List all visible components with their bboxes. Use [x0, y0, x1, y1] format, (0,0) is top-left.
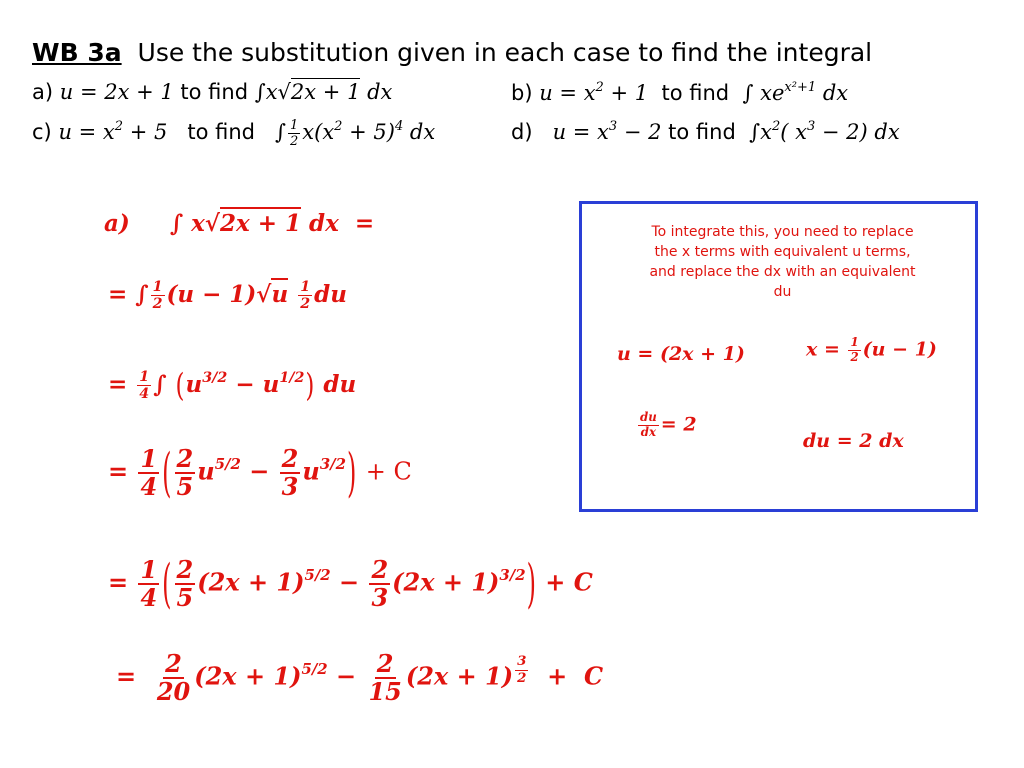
hint-x-equation: x = $\frac{1}{2}$ (u − 1): [806, 335, 937, 364]
task-a-line: [32, 80, 392, 104]
hint-du-equation: du = 2 dx: [803, 430, 904, 452]
constant-c-final: C: [583, 661, 604, 691]
task-c-label: c): [32, 120, 52, 145]
instruction-text: Use the substitution given in each case to find the integral: [137, 38, 873, 67]
task-c-substitution: $u = x^2 + 5$: [58, 119, 168, 145]
task-b-substitution: $u = x^2 + 1$: [539, 80, 649, 106]
hint-u-equation: u = (2x + 1): [617, 343, 745, 365]
worksheet-header: [32, 38, 872, 67]
task-a-to-find: to find: [180, 80, 249, 104]
task-a-label: a): [32, 80, 54, 104]
solution-step-4: = $\frac{1}{4}$ ( $\frac{2}{5}$ $u^{5/2}$ − $\frac{2}{3}$ $u^{3/2}) + C$: [108, 442, 412, 504]
constant-c-normal: C: [393, 457, 412, 486]
solution-step-1: a) ∫ x√2x + 1 dx =: [104, 210, 374, 237]
solution-step-3: = $\frac{1}{4}$ ∫ $(u^{3/2} - u^{1/2})$ du: [108, 367, 357, 405]
task-a-integral: ∫x√2x + 1 dx: [254, 80, 393, 104]
wb-label: WB 3a: [32, 38, 122, 67]
hint-note: To integrate this, you need to replace the x terms with equivalent u terms, and replace the dx with an equivalent du: [649, 224, 916, 300]
task-b-to-find: to find: [661, 81, 730, 106]
task-d-label: d): [511, 120, 533, 145]
task-d-substitution: $u = x^3 - 2$: [552, 119, 662, 145]
task-c-integral: ∫ $\frac{1}{2}$ $x(x^2 + 5)^4$ dx: [275, 118, 436, 150]
solution-step-2: = ∫ $\frac{1}{2}$ (u − 1)√u $\frac{1}{2}$ du: [108, 279, 347, 313]
task-b-label: b): [511, 81, 533, 106]
solution-step-5: = $\frac{1}{4}$ ( $\frac{2}{5}$ $(2x + 1)^{5/2}$ − $\frac{2}{3}$ $(2x + 1)^{3/2}) + C$: [108, 553, 593, 615]
task-c-line: [32, 119, 435, 148]
task-c-to-find: to find: [187, 120, 256, 145]
hint-du-dx: $\frac{du}{dx}$ = 2: [640, 410, 697, 439]
task-d-line: [511, 119, 900, 144]
task-a-substitution: u = 2x + 1: [59, 80, 174, 104]
solution-label: a): [104, 210, 130, 237]
task-d-integral: $\int x^2$( $x^3 - 2$) dx: [749, 119, 900, 145]
task-b-line: [511, 80, 848, 105]
task-b-integral: ∫ $xe^{x^2+1}$ dx: [742, 80, 849, 106]
solution-step-6: = $\frac{2}{20}$ $(2x + 1)^{5/2}$ − $\frac{2}{15}$ (2x + 1) $^{\frac{3}{2}}$ + C: [116, 649, 604, 706]
task-d-to-find: to find: [668, 120, 736, 145]
constant-c: C: [573, 567, 593, 597]
